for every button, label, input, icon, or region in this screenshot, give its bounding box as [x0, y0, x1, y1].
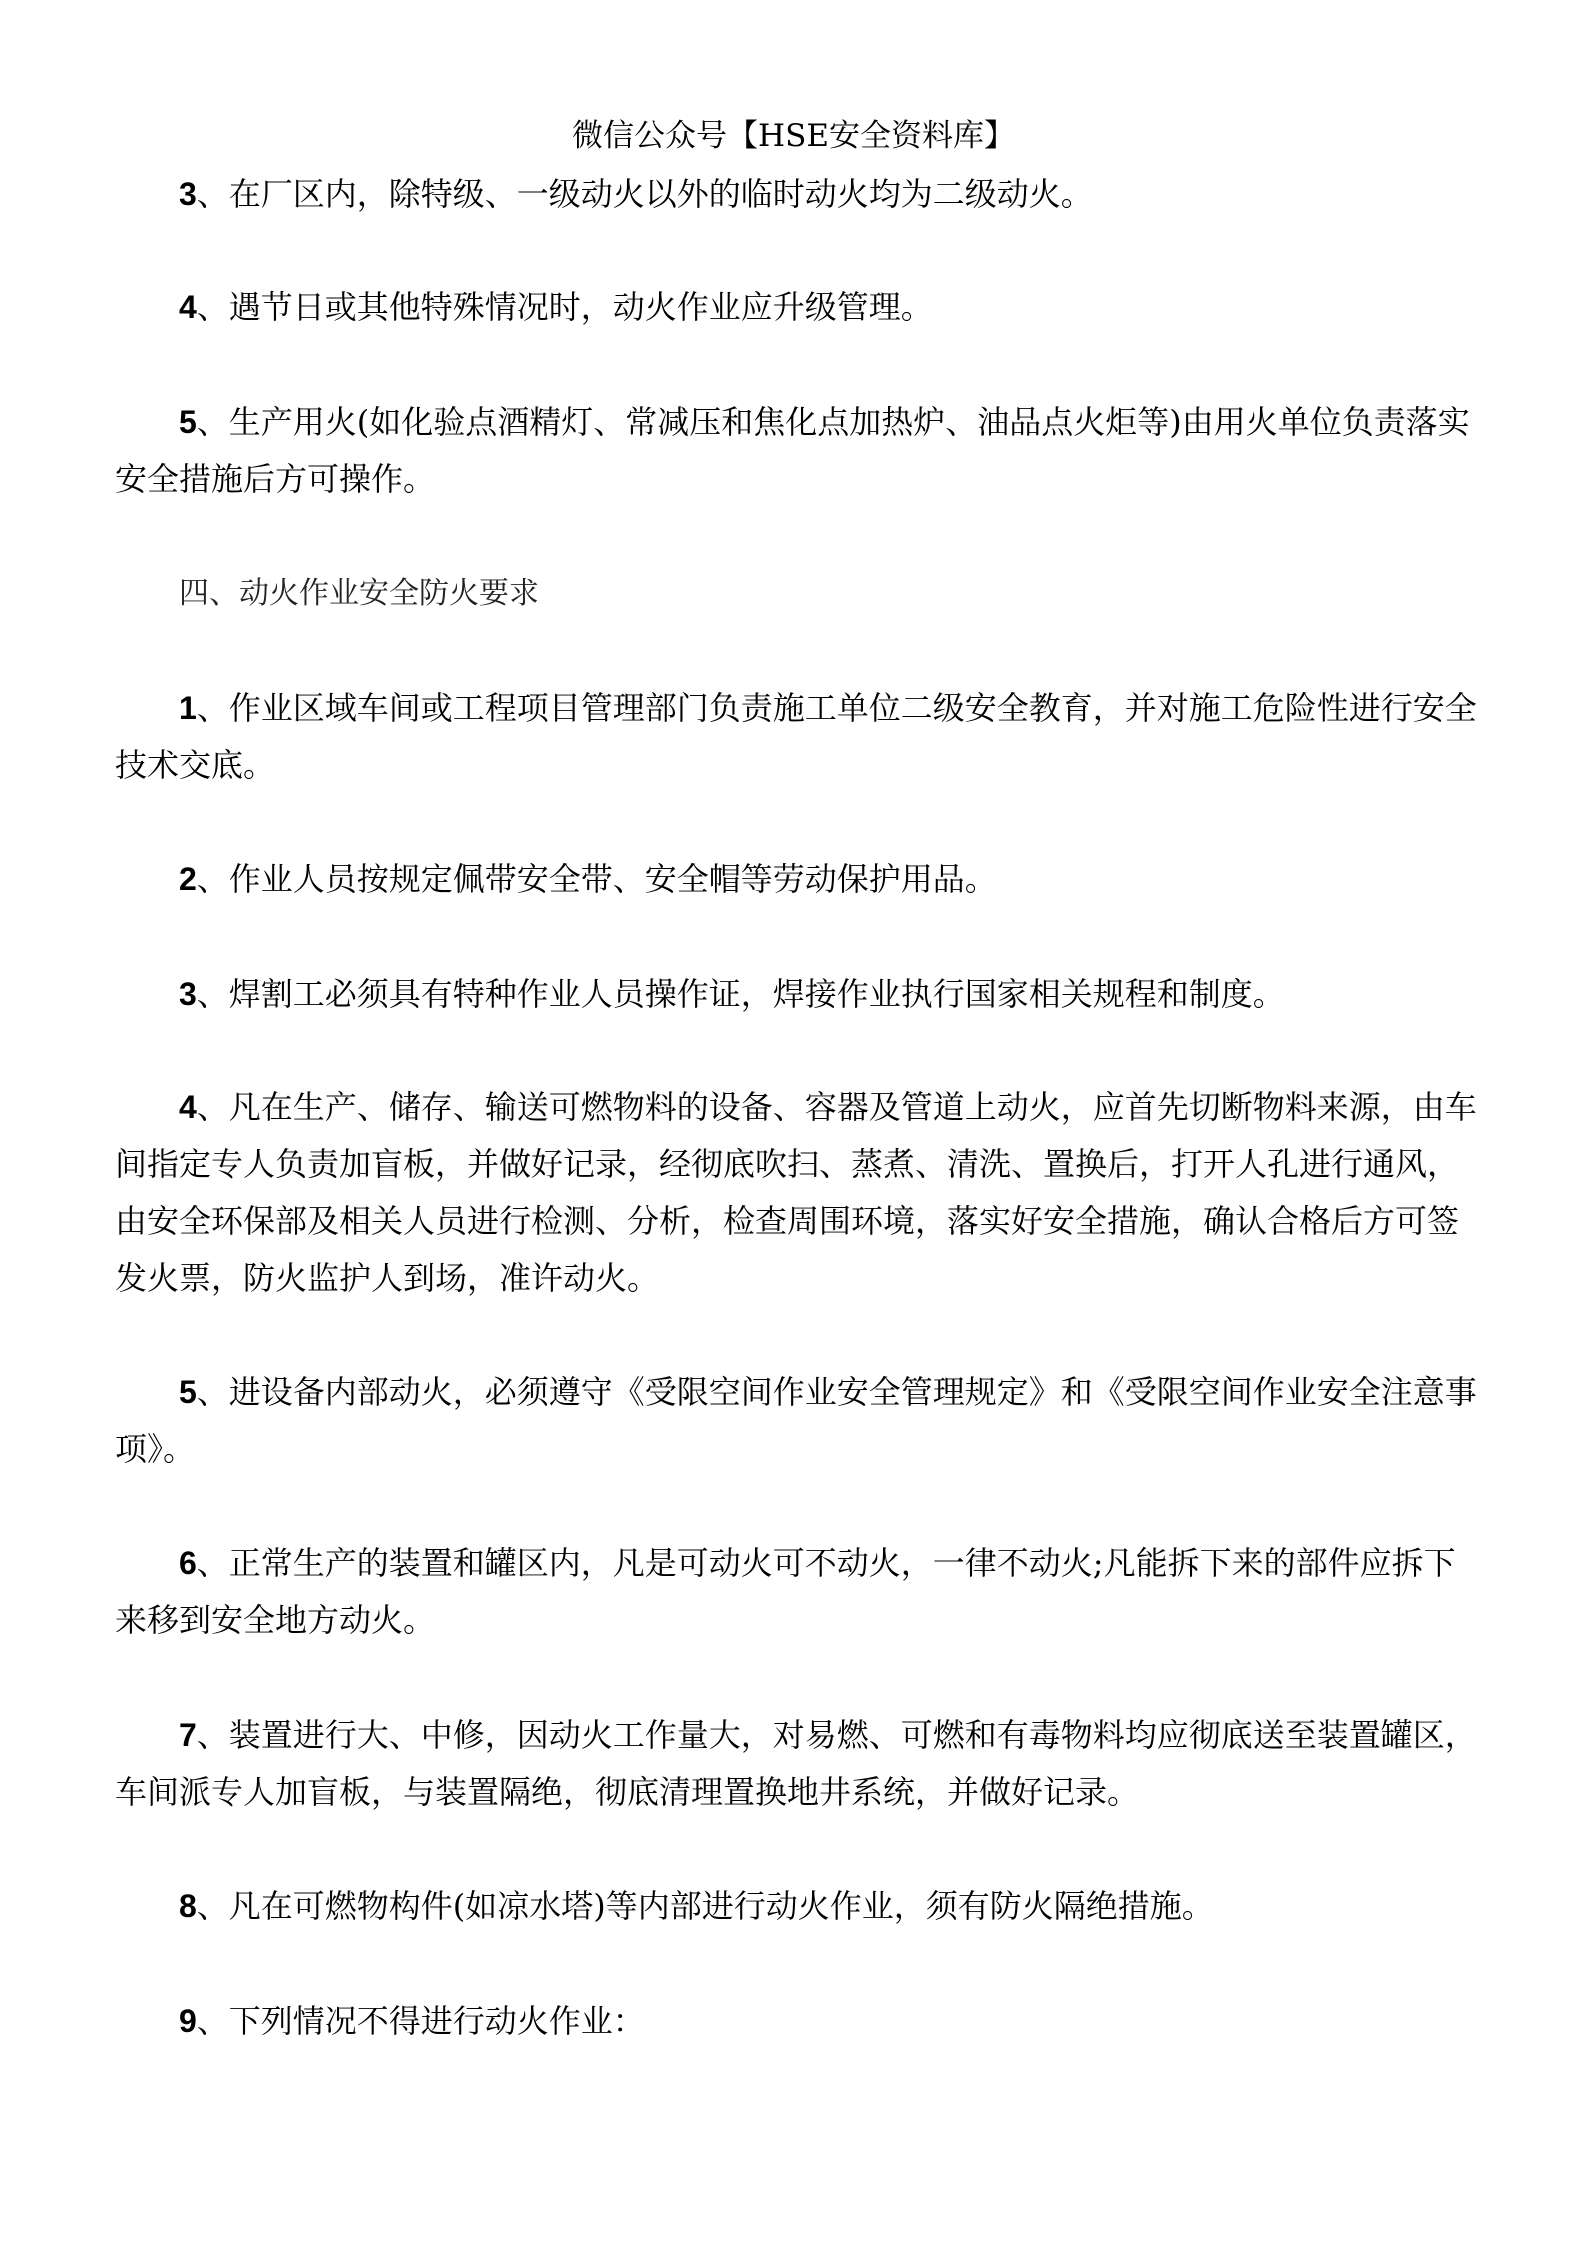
- item-text: 、正常生产的装置和罐区内，凡是可动火可不动火，一律不动火;凡能拆下来的部件应拆下来移到安全地方动火。: [115, 1544, 1456, 1639]
- item-number: 3: [179, 976, 197, 1012]
- item-text: 、装置进行大、中修，因动火工作量大，对易燃、可燃和有毒物料均应彻底送至装置罐区，车间派专人加盲板，与装置隔绝，彻底清理置换地井系统，并做好记录。: [115, 1716, 1477, 1811]
- item-number: 9: [179, 2003, 197, 2039]
- item-text: 、在厂区内，除特级、一级动火以外的临时动火均为二级动火。: [196, 175, 1093, 213]
- requirement-9: [115, 1993, 1487, 2050]
- item-text: 、作业区域车间或工程项目管理部门负责施工单位二级安全教育，并对施工危险性进行安全技术交底。: [115, 689, 1477, 784]
- item-number: 4: [179, 289, 197, 325]
- requirement-7: [115, 1707, 1487, 1821]
- requirement-2: [115, 851, 1487, 908]
- item-text: 、进设备内部动火，必须遵守《受限空间作业安全管理规定》和《受限空间作业安全注意事项》。: [115, 1373, 1477, 1468]
- item-text: 、遇节日或其他特殊情况时，动火作业应升级管理。: [196, 288, 933, 326]
- item-text: 、作业人员按规定佩带安全带、安全帽等劳动保护用品。: [196, 860, 997, 898]
- item-number: 7: [179, 1717, 197, 1753]
- item-number: 5: [179, 404, 197, 440]
- requirement-5: [115, 1364, 1487, 1478]
- item-text: 、下列情况不得进行动火作业：: [196, 2002, 645, 2040]
- item-number: 1: [179, 690, 197, 726]
- item-number: 6: [179, 1545, 197, 1581]
- requirement-3: [115, 966, 1487, 1023]
- item-number: 4: [179, 1089, 197, 1125]
- paragraph-4: [115, 279, 1487, 336]
- item-number: 3: [179, 176, 197, 212]
- requirement-4: [115, 1079, 1487, 1307]
- paragraph-3: [115, 166, 1487, 223]
- requirement-6: [115, 1535, 1487, 1649]
- item-number: 8: [179, 1888, 197, 1924]
- requirement-8: [115, 1878, 1487, 1935]
- item-text: 、凡在可燃物构件(如凉水塔)等内部进行动火作业，须有防火隔绝措施。: [196, 1887, 1214, 1925]
- item-text: 、焊割工必须具有特种作业人员操作证，焊接作业执行国家相关规程和制度。: [196, 975, 1285, 1013]
- requirement-1: [115, 680, 1487, 794]
- item-number: 5: [179, 1374, 197, 1410]
- paragraph-5: [115, 394, 1487, 508]
- item-number: 2: [179, 861, 197, 897]
- page-header: 微信公众号【HSE安全资料库】: [572, 118, 1015, 154]
- item-text: 、凡在生产、储存、输送可燃物料的设备、容器及管道上动火，应首先切断物料来源，由车间指定专人负责加盲板，并做好记录，经彻底吹扫、蒸煮、清洗、置换后，打开人孔进行通风，由安全环保部及相关人员进行检测、分析，检查周围环境，落实好安全措施，确认合格后方可签发火票，防火监护人到场，准许动火。: [115, 1088, 1477, 1297]
- section-heading: 四、动火作业安全防火要求: [179, 576, 539, 611]
- item-text: 、生产用火(如化验点酒精灯、常减压和焦化点加热炉、油品点火炬等)由用火单位负责落实安全措施后方可操作。: [115, 403, 1470, 498]
